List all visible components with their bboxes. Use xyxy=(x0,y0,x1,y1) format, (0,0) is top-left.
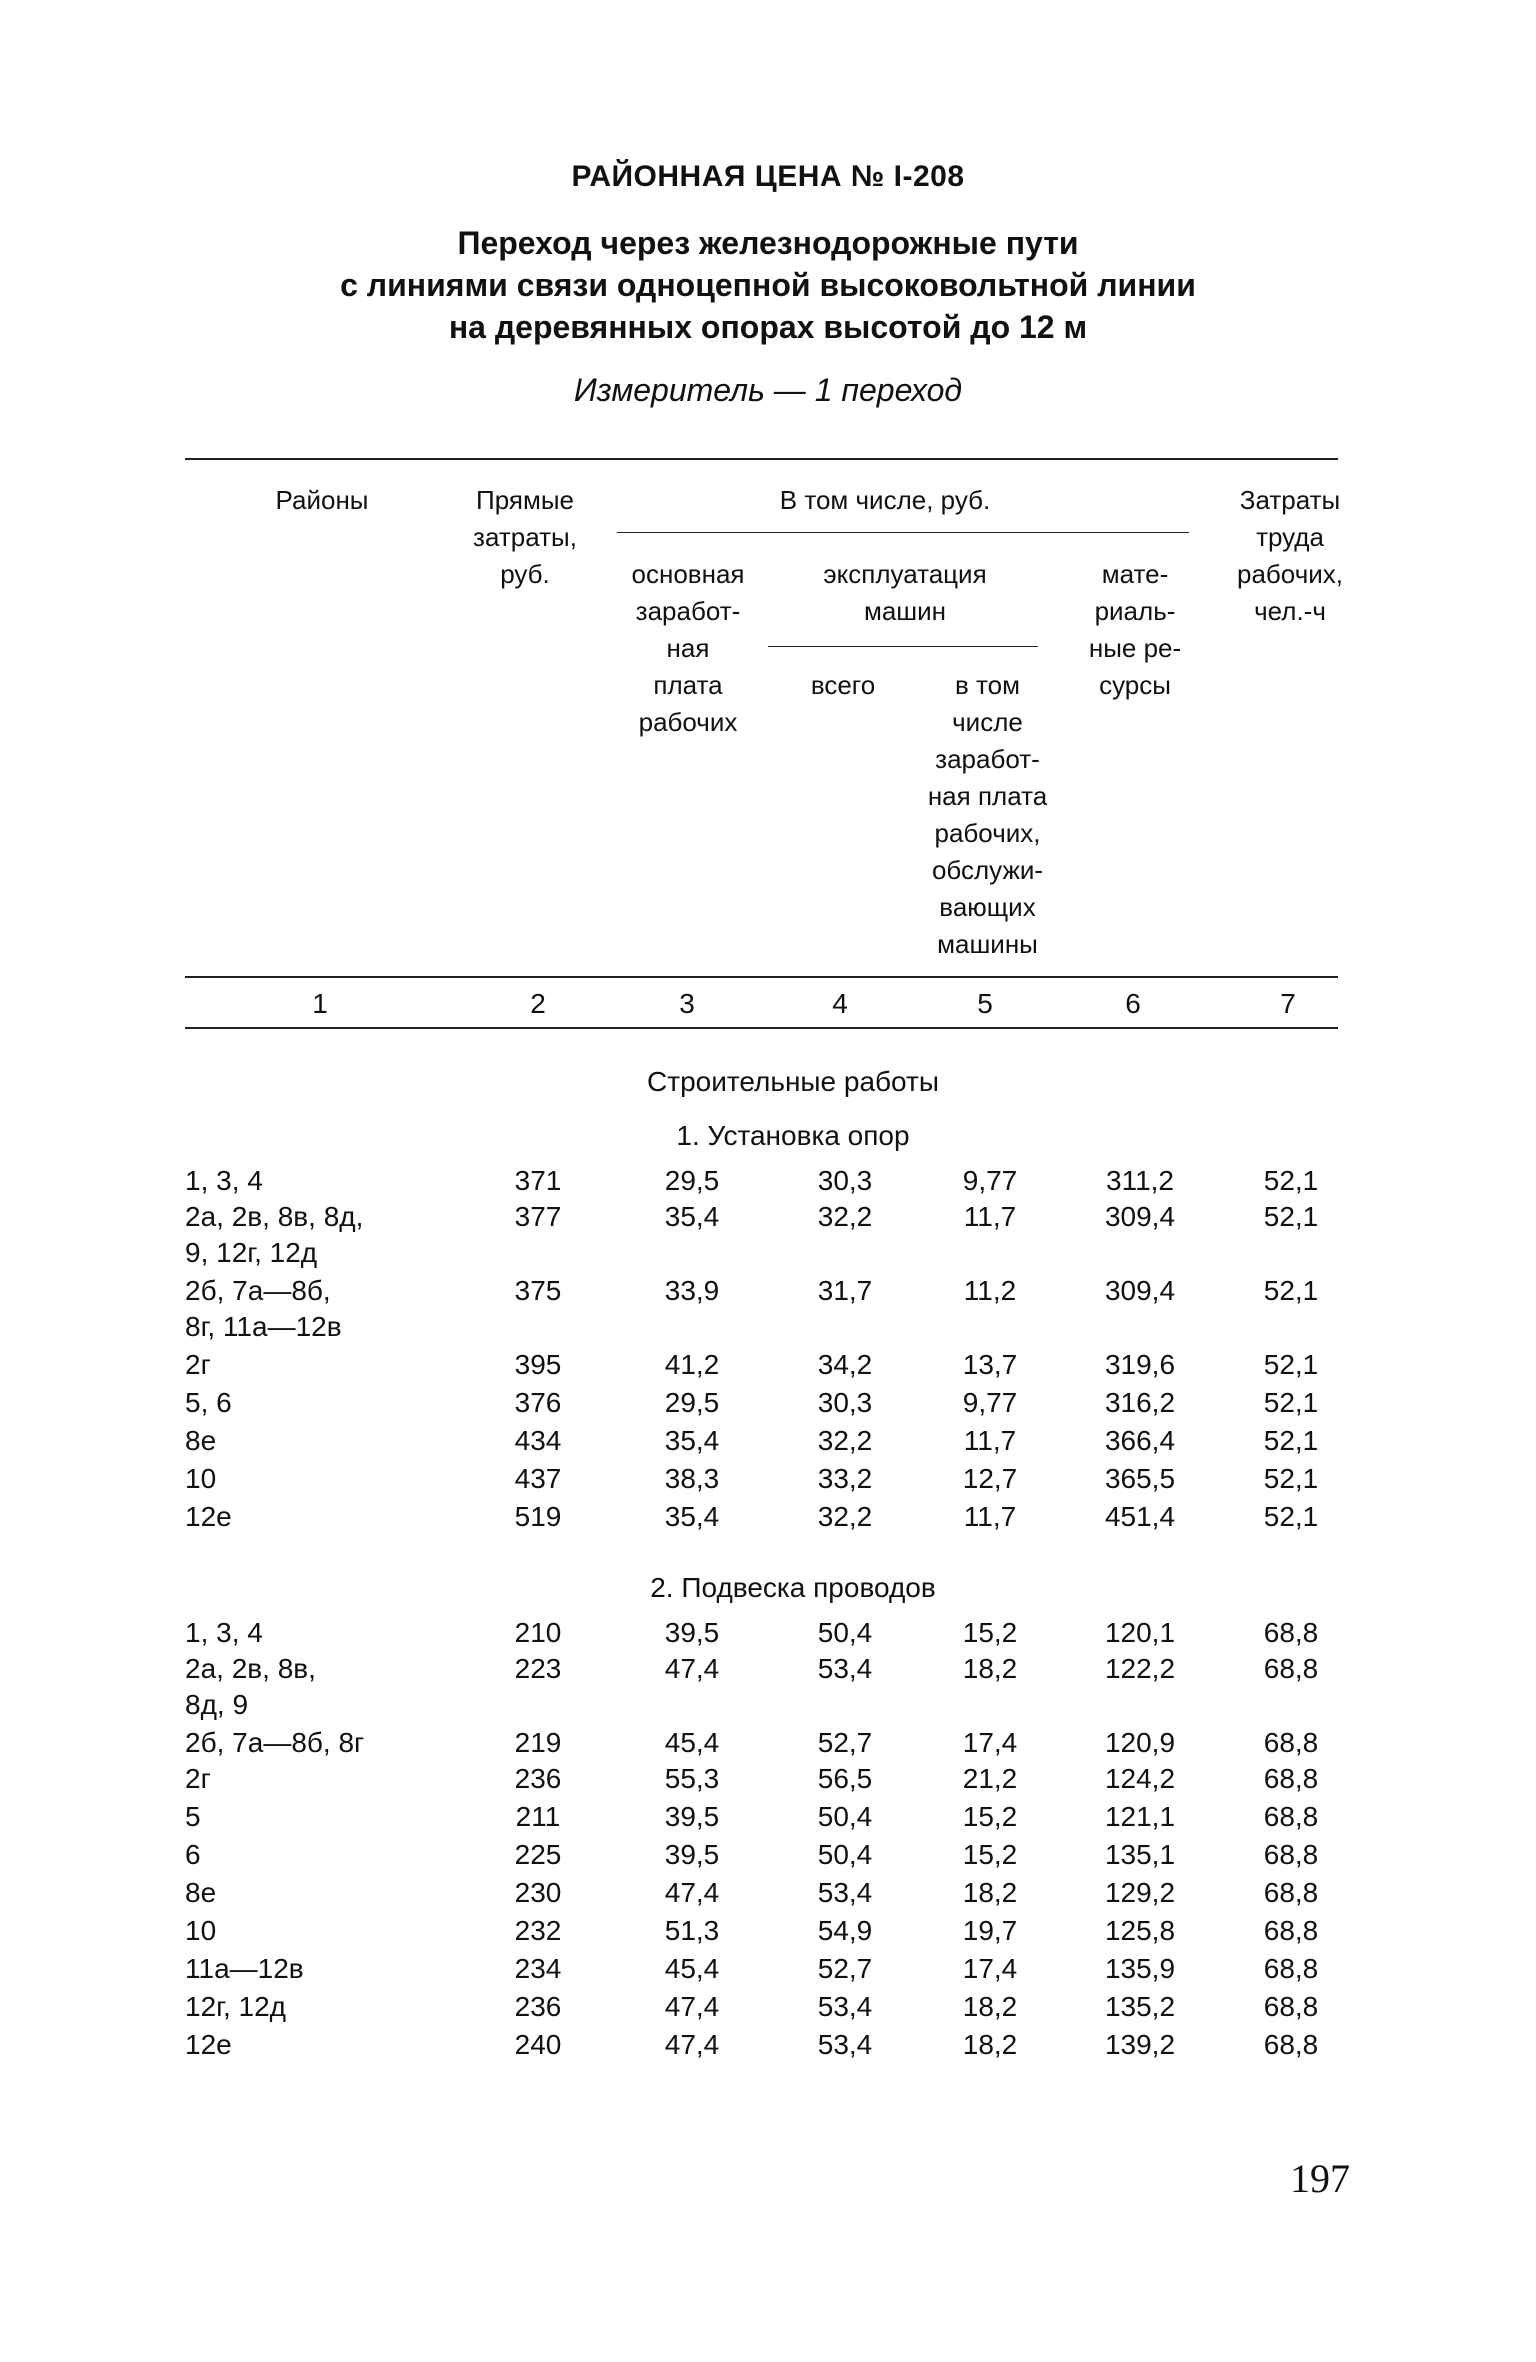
value-cell: 52,7 xyxy=(817,1727,873,1758)
value-cell: 52,1 xyxy=(1263,1201,1319,1232)
value-cell: 68,8 xyxy=(1263,1839,1319,1870)
value-cell: 395 xyxy=(514,1349,562,1380)
value-cell: 12,7 xyxy=(962,1463,1018,1494)
value-cell: 53,4 xyxy=(817,1653,873,1684)
header-machine-operation xyxy=(780,556,1030,630)
value-cell: 52,1 xyxy=(1263,1463,1319,1494)
table-row xyxy=(0,1875,1536,1913)
value-cell: 223 xyxy=(514,1653,562,1684)
value-cell: 135,9 xyxy=(1104,1953,1176,1984)
table-row xyxy=(0,1913,1536,1951)
value-cell: 230 xyxy=(514,1877,562,1908)
subtitle-line: на деревянных опорах высотой до 12 м xyxy=(448,309,1088,345)
table-row xyxy=(0,1761,1536,1799)
table-row xyxy=(0,1615,1536,1651)
header-line: риаль- xyxy=(1094,596,1176,626)
value-cell: 376 xyxy=(514,1387,562,1418)
value-cell: 32,2 xyxy=(817,1501,873,1532)
value-cell: 236 xyxy=(514,1763,562,1794)
section-heading: 2. Подвеска проводов xyxy=(650,1572,936,1603)
page-title: РАЙОННАЯ ЦЕНА № І-208 xyxy=(571,160,965,193)
works-heading: Строительные работы xyxy=(647,1066,939,1097)
value-cell: 236 xyxy=(514,1991,562,2022)
value-cell: 11,7 xyxy=(963,1501,1017,1532)
value-cell: 31,7 xyxy=(817,1275,873,1306)
table-row xyxy=(0,1273,1536,1347)
value-cell: 56,5 xyxy=(817,1763,873,1794)
value-cell: 29,5 xyxy=(664,1387,720,1418)
value-cell: 51,3 xyxy=(664,1915,720,1946)
value-cell: 434 xyxy=(514,1425,562,1456)
region-cell: 1, 3, 4 xyxy=(185,1617,263,1648)
header-group: В том числе, руб. xyxy=(779,485,991,515)
value-cell: 9,77 xyxy=(962,1165,1018,1196)
table-row xyxy=(0,1499,1536,1537)
value-cell: 210 xyxy=(514,1617,562,1648)
value-cell: 47,4 xyxy=(664,1653,720,1684)
value-cell: 18,2 xyxy=(962,2029,1018,2060)
value-cell: 309,4 xyxy=(1104,1275,1176,1306)
header-machine-wage xyxy=(905,667,1070,963)
value-cell: 39,5 xyxy=(664,1839,720,1870)
value-cell: 45,4 xyxy=(664,1953,720,1984)
value-cell: 32,2 xyxy=(817,1201,873,1232)
header-labor xyxy=(1215,482,1365,630)
value-cell: 50,4 xyxy=(817,1801,873,1832)
header-line: заработ- xyxy=(635,596,741,626)
value-cell: 9,77 xyxy=(962,1387,1018,1418)
value-cell: 17,4 xyxy=(962,1727,1018,1758)
header-line: в том xyxy=(955,670,1020,700)
value-cell: 30,3 xyxy=(817,1165,873,1196)
table-row xyxy=(0,1651,1536,1725)
value-cell: 311,2 xyxy=(1106,1165,1174,1196)
subgroup-rule xyxy=(768,646,1038,647)
value-cell: 129,2 xyxy=(1104,1877,1176,1908)
value-cell: 35,4 xyxy=(664,1501,720,1532)
value-cell: 33,2 xyxy=(817,1463,873,1494)
value-cell: 13,7 xyxy=(962,1349,1018,1380)
value-cell: 15,2 xyxy=(962,1617,1018,1648)
table-row xyxy=(0,1423,1536,1461)
value-cell: 32,2 xyxy=(817,1425,873,1456)
region-cell: 2б, 7а—8б, 8г, 11а—12в xyxy=(185,1275,342,1342)
table-row xyxy=(0,1461,1536,1499)
section-heading: 1. Установка опор xyxy=(676,1120,910,1151)
column-number: 4 xyxy=(832,988,848,1019)
value-cell: 47,4 xyxy=(664,1877,720,1908)
value-cell: 135,1 xyxy=(1104,1839,1176,1870)
value-cell: 240 xyxy=(514,2029,562,2060)
page-subtitle xyxy=(0,222,1536,348)
region-cell: 12г, 12д xyxy=(185,1991,286,2022)
value-cell: 11,7 xyxy=(963,1425,1017,1456)
value-cell: 451,4 xyxy=(1104,1501,1176,1532)
value-cell: 18,2 xyxy=(962,1991,1018,2022)
column-number: 3 xyxy=(679,988,695,1019)
header-line: рабочих, xyxy=(934,818,1041,848)
value-cell: 33,9 xyxy=(664,1275,720,1306)
value-cell: 68,8 xyxy=(1263,1953,1319,1984)
region-cell: 2г xyxy=(185,1763,211,1794)
value-cell: 211 xyxy=(515,1801,561,1832)
header-total: всего xyxy=(810,670,876,700)
value-cell: 54,9 xyxy=(817,1915,873,1946)
value-cell: 39,5 xyxy=(664,1801,720,1832)
value-cell: 52,1 xyxy=(1263,1165,1319,1196)
value-cell: 53,4 xyxy=(817,1877,873,1908)
value-cell: 120,9 xyxy=(1104,1727,1176,1758)
value-cell: 17,4 xyxy=(962,1953,1018,1984)
value-cell: 18,2 xyxy=(962,1653,1018,1684)
header-line: Прямые xyxy=(476,485,574,515)
header-line: рабочих xyxy=(638,707,738,737)
header-line: числе xyxy=(952,707,1023,737)
table-row xyxy=(0,1163,1536,1199)
subtitle-line: с линиями связи одноцепной высоковольтной линии xyxy=(340,267,1196,303)
header-direct-costs xyxy=(450,482,600,593)
region-cell: 1, 3, 4 xyxy=(185,1165,263,1196)
region-cell: 2а, 2в, 8в, 8д, 9, 12г, 12д xyxy=(185,1201,364,1268)
header-base-wage xyxy=(603,556,773,741)
header-line: основная xyxy=(631,559,745,589)
measure-unit: Измеритель — 1 переход xyxy=(573,372,963,408)
header-bottom-rule xyxy=(185,976,1338,978)
value-cell: 52,1 xyxy=(1263,1349,1319,1380)
value-cell: 124,2 xyxy=(1104,1763,1176,1794)
value-cell: 68,8 xyxy=(1263,1915,1319,1946)
value-cell: 234 xyxy=(514,1953,562,1984)
value-cell: 50,4 xyxy=(817,1839,873,1870)
section-rows xyxy=(0,1615,1536,2065)
value-cell: 15,2 xyxy=(962,1839,1018,1870)
page-number: 197 xyxy=(1290,2156,1350,2201)
value-cell: 41,2 xyxy=(664,1349,720,1380)
value-cell: 68,8 xyxy=(1263,2029,1319,2060)
region-cell: 2б, 7а—8б, 8г xyxy=(185,1727,365,1758)
header-line: труда xyxy=(1256,522,1324,552)
header-line: ная xyxy=(666,633,710,663)
value-cell: 68,8 xyxy=(1263,1653,1319,1684)
column-number: 7 xyxy=(1280,988,1296,1019)
value-cell: 68,8 xyxy=(1263,1763,1319,1794)
value-cell: 225 xyxy=(514,1839,562,1870)
table-row xyxy=(0,1837,1536,1875)
column-number: 2 xyxy=(530,988,546,1019)
value-cell: 122,2 xyxy=(1104,1653,1176,1684)
header-line: затраты, xyxy=(473,522,577,552)
header-line: вающих xyxy=(939,892,1036,922)
region-cell: 8е xyxy=(185,1877,217,1908)
value-cell: 219 xyxy=(514,1727,562,1758)
value-cell: 121,1 xyxy=(1104,1801,1176,1832)
value-cell: 39,5 xyxy=(664,1617,720,1648)
column-number: 6 xyxy=(1125,988,1141,1019)
value-cell: 68,8 xyxy=(1263,1877,1319,1908)
value-cell: 52,1 xyxy=(1263,1387,1319,1418)
value-cell: 135,2 xyxy=(1104,1991,1176,2022)
value-cell: 319,6 xyxy=(1104,1349,1176,1380)
table-row xyxy=(0,1199,1536,1273)
table-row xyxy=(0,1385,1536,1423)
column-number: 1 xyxy=(312,988,328,1019)
header-line: ная плата xyxy=(927,781,1048,811)
region-cell: 6 xyxy=(185,1839,201,1870)
header-line: машин xyxy=(863,596,947,626)
value-cell: 366,4 xyxy=(1104,1425,1176,1456)
section-rows xyxy=(0,1163,1536,1537)
region-cell: 2г xyxy=(185,1349,211,1380)
region-cell: 11а—12в xyxy=(185,1953,304,1984)
value-cell: 21,2 xyxy=(962,1763,1018,1794)
header-line: рабочих, xyxy=(1237,559,1343,589)
value-cell: 365,5 xyxy=(1104,1463,1176,1494)
value-cell: 125,8 xyxy=(1104,1915,1176,1946)
value-cell: 55,3 xyxy=(664,1763,720,1794)
region-cell: 12е xyxy=(185,1501,232,1532)
value-cell: 519 xyxy=(514,1501,562,1532)
value-cell: 68,8 xyxy=(1263,1727,1319,1758)
header-line: сурсы xyxy=(1099,670,1171,700)
value-cell: 18,2 xyxy=(962,1877,1018,1908)
table-row xyxy=(0,1347,1536,1385)
table-top-rule xyxy=(185,458,1338,460)
header-line: заработ- xyxy=(935,744,1040,774)
region-cell: 5, 6 xyxy=(185,1387,232,1418)
header-materials xyxy=(1065,556,1205,704)
value-cell: 38,3 xyxy=(664,1463,720,1494)
value-cell: 53,4 xyxy=(817,2029,873,2060)
value-cell: 29,5 xyxy=(664,1165,720,1196)
value-cell: 53,4 xyxy=(817,1991,873,2022)
header-line: мате- xyxy=(1101,559,1169,589)
value-cell: 309,4 xyxy=(1104,1201,1176,1232)
value-cell: 11,7 xyxy=(963,1201,1017,1232)
header-line: эксплуатация xyxy=(823,559,987,589)
value-cell: 45,4 xyxy=(664,1727,720,1758)
value-cell: 52,1 xyxy=(1263,1501,1319,1532)
value-cell: 11,2 xyxy=(963,1275,1017,1306)
value-cell: 437 xyxy=(514,1463,562,1494)
header-line: ные ре- xyxy=(1088,633,1182,663)
value-cell: 68,8 xyxy=(1263,1617,1319,1648)
value-cell: 375 xyxy=(514,1275,562,1306)
region-cell: 10 xyxy=(185,1463,217,1494)
value-cell: 139,2 xyxy=(1104,2029,1176,2060)
table-row xyxy=(0,1951,1536,1989)
value-cell: 47,4 xyxy=(664,2029,720,2060)
table-row xyxy=(0,2027,1536,2065)
value-cell: 316,2 xyxy=(1104,1387,1176,1418)
value-cell: 15,2 xyxy=(962,1801,1018,1832)
region-cell: 8е xyxy=(185,1425,217,1456)
subtitle-line: Переход через железнодорожные пути xyxy=(457,225,1079,261)
value-cell: 52,7 xyxy=(817,1953,873,1984)
numbers-bottom-rule xyxy=(185,1027,1338,1029)
region-cell: 5 xyxy=(185,1801,201,1832)
header-line: чел.-ч xyxy=(1254,596,1326,626)
value-cell: 232 xyxy=(514,1915,562,1946)
value-cell: 52,1 xyxy=(1263,1425,1319,1456)
value-cell: 34,2 xyxy=(817,1349,873,1380)
header-line: обслужи- xyxy=(931,855,1044,885)
value-cell: 377 xyxy=(514,1201,562,1232)
region-cell: 10 xyxy=(185,1915,217,1946)
value-cell: 19,7 xyxy=(962,1915,1018,1946)
value-cell: 120,1 xyxy=(1104,1617,1176,1648)
header-line: руб. xyxy=(500,559,550,589)
column-number: 5 xyxy=(977,988,993,1019)
table-row xyxy=(0,1799,1536,1837)
value-cell: 52,1 xyxy=(1263,1275,1319,1306)
table-row xyxy=(0,1989,1536,2027)
value-cell: 47,4 xyxy=(664,1991,720,2022)
value-cell: 68,8 xyxy=(1263,1801,1319,1832)
header-line: плата xyxy=(653,670,723,700)
value-cell: 30,3 xyxy=(817,1387,873,1418)
group-rule xyxy=(617,532,1189,533)
value-cell: 68,8 xyxy=(1263,1991,1319,2022)
region-cell: 2а, 2в, 8в, 8д, 9 xyxy=(185,1653,316,1720)
header-line: Затраты xyxy=(1239,485,1341,515)
value-cell: 35,4 xyxy=(664,1425,720,1456)
region-cell: 12е xyxy=(185,2029,232,2060)
table-row xyxy=(0,1725,1536,1761)
header-regions: Районы xyxy=(275,485,369,515)
value-cell: 371 xyxy=(514,1165,562,1196)
header-line: машины xyxy=(937,929,1038,959)
value-cell: 50,4 xyxy=(817,1617,873,1648)
value-cell: 35,4 xyxy=(664,1201,720,1232)
